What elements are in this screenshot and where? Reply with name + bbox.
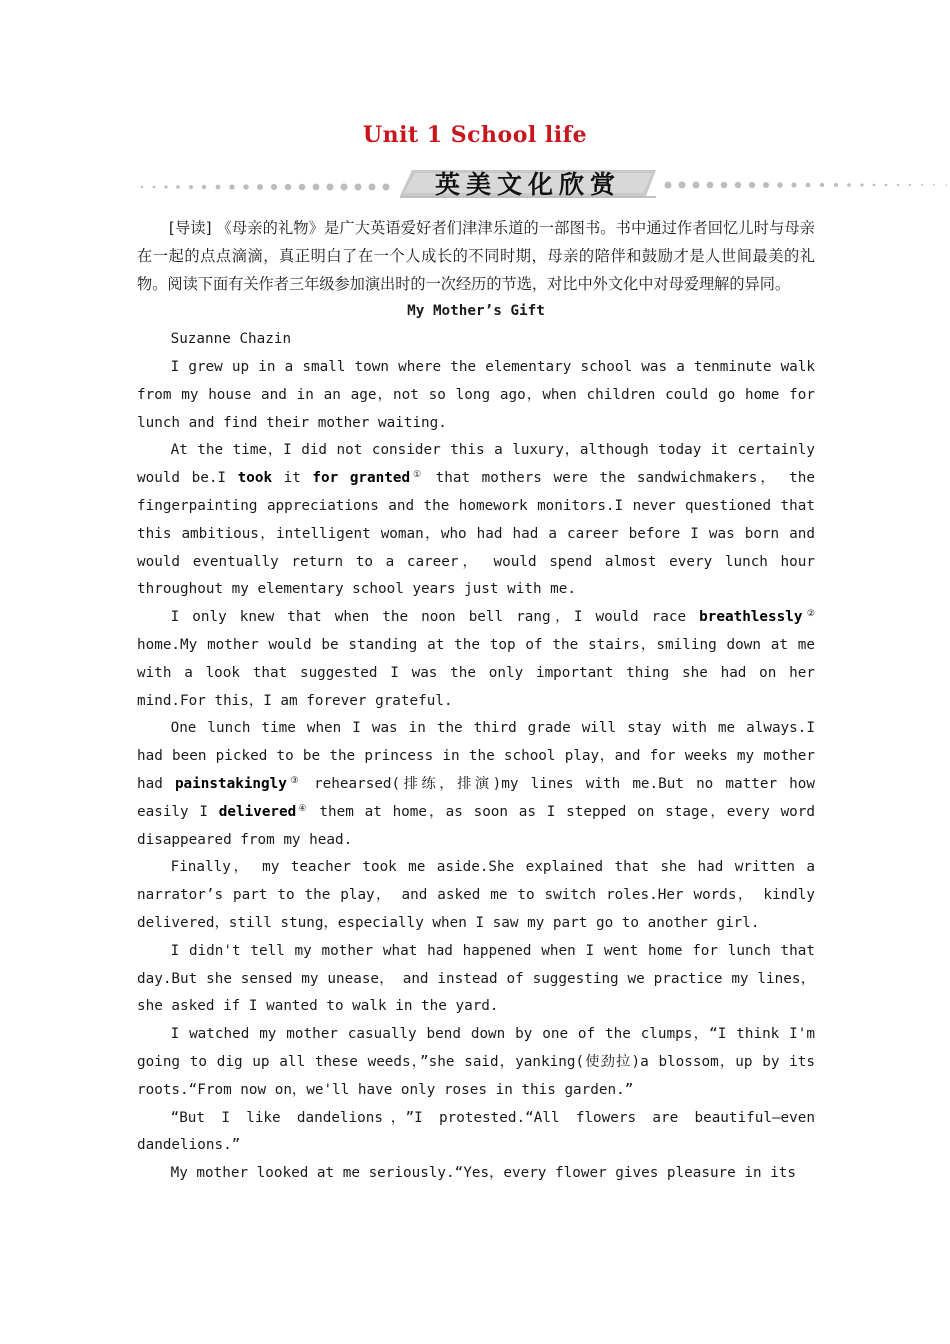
paragraph-text: home.My mother would be standing at the top of the stairs，smiling down at me with a look that suggested I was the only important thing she had on her mind.For this，I am forever grateful.: [137, 636, 815, 709]
paragraph-5: Finally， my teacher took me aside.She explained that she had written a narrator’s part to the play， and asked me to switch roles.Her words， kindly delivered，still stung，especially when I saw my part go to another girl.: [137, 859, 815, 931]
story-title: My Mother’s Gift: [407, 303, 545, 320]
paragraph-7: I watched my mother casually bend down by one of the clumps，“I think I'm going to dig up all these weeds，”she said，yanking(使劲拉)a blossom，up by its roots.“From now on，we'll have only roses in this garden.”: [137, 1026, 815, 1098]
keyword-for-granted: for granted: [312, 470, 411, 487]
paragraph-text: One lunch time when I was in the third grade will stay with me always.I had been picked to be the princess in the school play，and for weeks my mother had: [137, 720, 815, 792]
note-marker: ④: [296, 803, 309, 814]
intro-paragraph: [导读] 《母亲的礼物》是广大英语爱好者们津津乐道的一部图书。书中通过作者回忆儿时与母亲在一起的点点滴滴，真正明白了在一个人成长的不同时期，母亲的陪伴和鼓励才是人世间最美的礼物。阅读下面有关作者三年级参加演出时的一次经历的节选，对比中外文化中对母爱理解的异同。: [137, 219, 815, 293]
paragraph-text: that mothers were the sandwichmakers， the fingerpainting appreciations and the homework monitors.I never questioned that this ambitious，intelligent woman，who had had a career before I was born and would eventually return to a career， would spend almost every lunch hour throughout my elementary school years just with me.: [137, 470, 815, 598]
paragraph-8: “But I like dandelions，”I protested.“All flowers are beautiful—even dandelions.”: [137, 1109, 815, 1154]
document-body: [137, 215, 815, 1188]
paragraph-text: it: [272, 470, 313, 487]
note-marker: ③: [286, 775, 302, 786]
paragraph-text: rehearsed(排练，排演)my lines with me.But no matter how easily I: [137, 775, 815, 820]
keyword-breathlessly: breathlessly: [699, 609, 803, 626]
keyword-took: took: [237, 470, 273, 487]
paragraph-2: [137, 437, 815, 604]
paragraph-4: [137, 715, 815, 854]
banner-label: 英美文化欣赏: [434, 170, 621, 199]
paragraph-6: I didn't tell my mother what had happened when I went home for lunch that day.But she sensed my unease， and instead of suggesting we practice my lines，she asked if I wanted to walk in the yard.: [137, 942, 815, 1015]
paragraph-3: [137, 604, 815, 715]
keyword-painstakingly: painstakingly: [174, 775, 287, 792]
paragraph-1: I grew up in a small town where the elementary school was a tenminute walk from my house and in an age，not so long ago，when children could go home for lunch and find their mother waiting.: [137, 358, 816, 431]
note-marker: ①: [410, 470, 425, 481]
unit-title: Unit 1 School life: [362, 122, 588, 148]
paragraph-9: My mother looked at me seriously.“Yes，every flower gives pleasure in its: [170, 1165, 797, 1182]
paragraph-text: At the time，I did not consider this a luxury，although today it certainly would be.I: [137, 442, 815, 487]
note-marker: ②: [802, 609, 815, 620]
paragraph-text: them at home，as soon as I stepped on stage，every word disappeared from my head.: [137, 803, 815, 848]
section-banner: [138, 163, 950, 203]
paragraph-text: I only knew that when the noon bell rang，I would race: [170, 609, 700, 626]
story-author: Suzanne Chazin: [170, 331, 292, 348]
keyword-delivered: delivered: [218, 803, 297, 820]
